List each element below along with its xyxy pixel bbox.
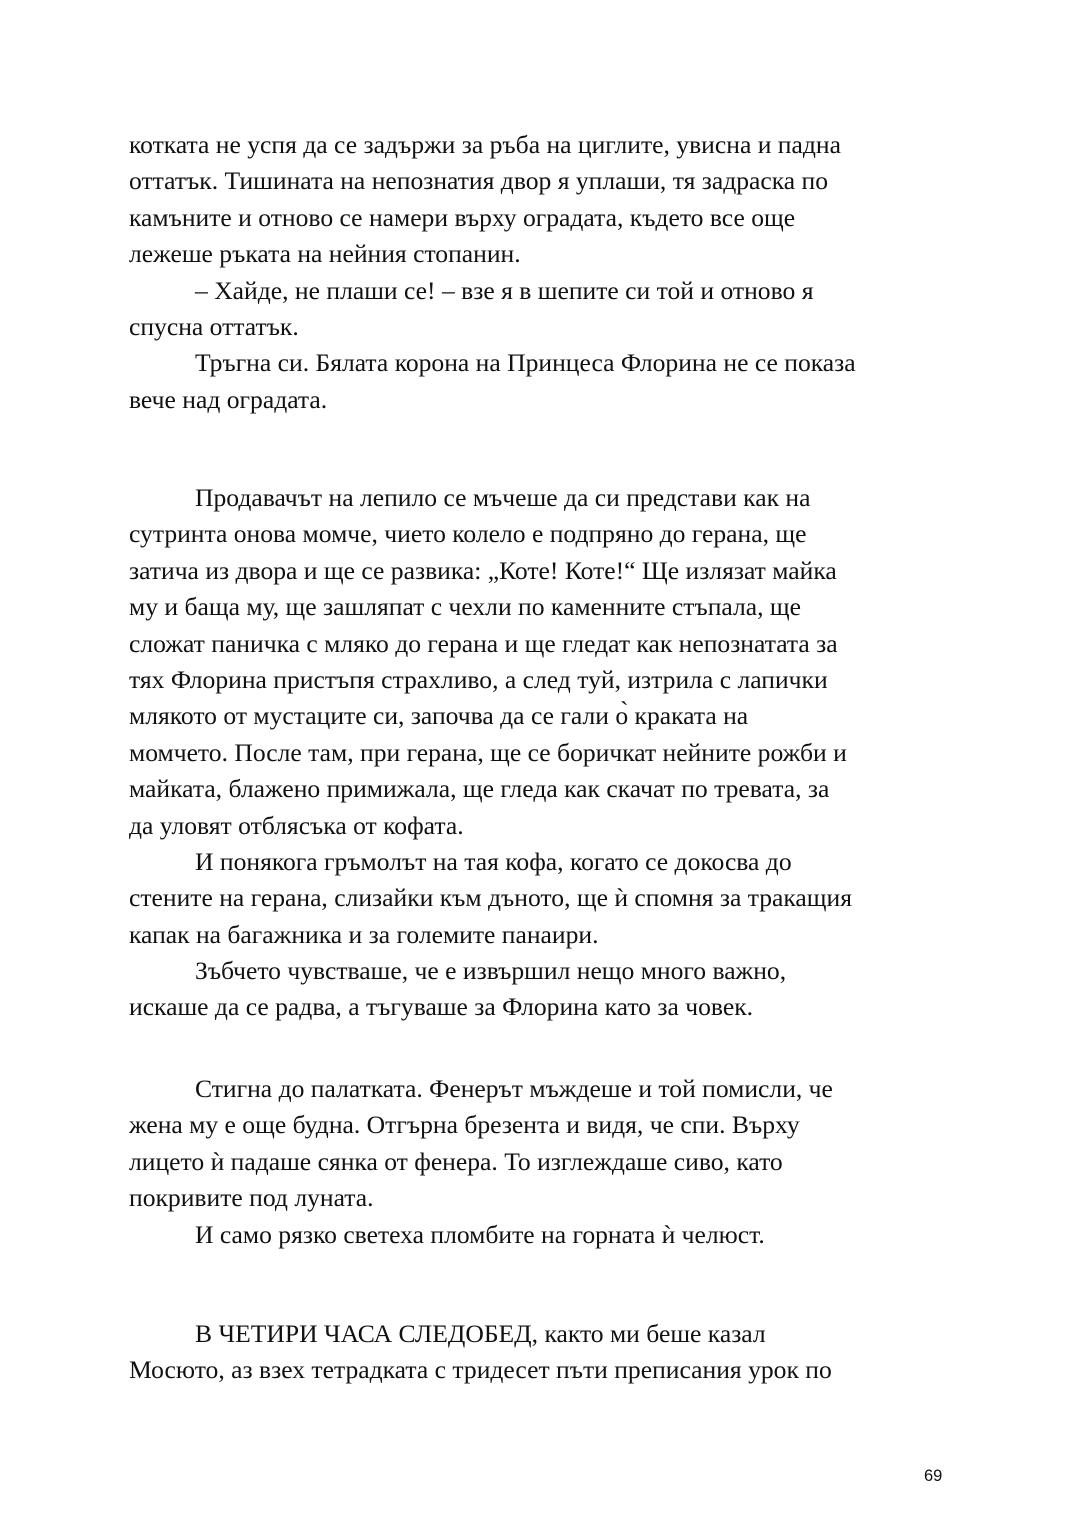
text-line: млякото от мустаците си, започва да се гали о̀ краката на [129,701,749,731]
text-line-indented: В ЧЕТИРИ ЧАСА СЛЕДОБЕД, както ми беше казал [195,1319,766,1348]
text-line-indented: И само рязко светеха пломбите на горната ѝ челюст. [195,1219,765,1249]
text-line-indented: Стигна до палатката. Фенерът мъждеше и той помисли, че [195,1074,833,1103]
text-line: искаше да се радва, а тъгуваше за Флорина като за човек. [129,992,754,1022]
text-line: камъните и отново се намери върху оградата, където все още [129,202,796,232]
paragraph-block-4 [129,1316,969,1389]
text-line: вече над оградата. [129,384,328,414]
text-line-indented: Продавачът на лепило се мъчеше да си представи как на [195,483,811,512]
text-line: да уловят отблясъка от кофата. [129,810,464,840]
text-line-indented: Зъбчето чувстваше, че е извършил нещо много важно, [195,956,787,986]
text-line: му и баща му, ще зашляпат с чехли по каменните стъпала, ще [129,592,801,622]
paragraph-block-3 [129,1071,969,1253]
text-line: стените на герана, слизайки към дъното, ще ѝ спомня за тракащия [129,883,852,913]
text-line: покривите под луната. [129,1183,374,1213]
text-line: майката, блажено примижала, ще гледа как скачат по тревата, за [129,774,830,804]
text-line: момчето. После там, при герана, ще се боричкат нейните рожби и [129,737,847,767]
text-line-indented: – Хайде, не плаши се! – взе я в шепите си той и отново я [195,275,814,305]
text-line: оттатък. Тишината на непознатия двор я уплаши, тя задраска по [129,166,829,196]
paragraph-block-2 [129,480,969,1026]
text-line: сутринта онова момче, чието колело е подпряно до герана, ще [129,519,807,549]
page-number: 69 [924,1467,943,1485]
text-line-indented: И понякога гръмолът на тая кофа, когато се докосва до [195,846,792,876]
text-line: сложат паничка с мляко до герана и ще гледат как непознатата за [129,628,838,658]
text-line-indented: Тръгна си. Бялата корона на Принцеса Флорина не се показа [195,348,856,378]
text-line: затича из двора и ще се развика: „Коте! Коте!“ Ще излязат майка [129,555,837,585]
paragraph-block-1 [129,127,969,418]
text-line: Мосюто, аз взех тетрадката с тридесет пъти преписания урок по [129,1355,832,1385]
text-line: спусна оттатък. [129,311,299,341]
text-line: лежеше ръката на нейния стопанин. [129,239,521,269]
text-line: тях Флорина пристъпя страхливо, а след туй, изтрила с лапички [129,664,828,694]
text-line: капак на багажника и за големите панаири. [129,919,599,949]
text-line: жена му е още будна. Отгърна брезента и видя, че спи. Върху [129,1110,800,1140]
text-line: лицето ѝ падаше сянка от фенера. То изглеждаше сиво, като [129,1146,783,1176]
text-line: котката не успя да се задържи за ръба на циглите, увисна и падна [129,130,841,159]
